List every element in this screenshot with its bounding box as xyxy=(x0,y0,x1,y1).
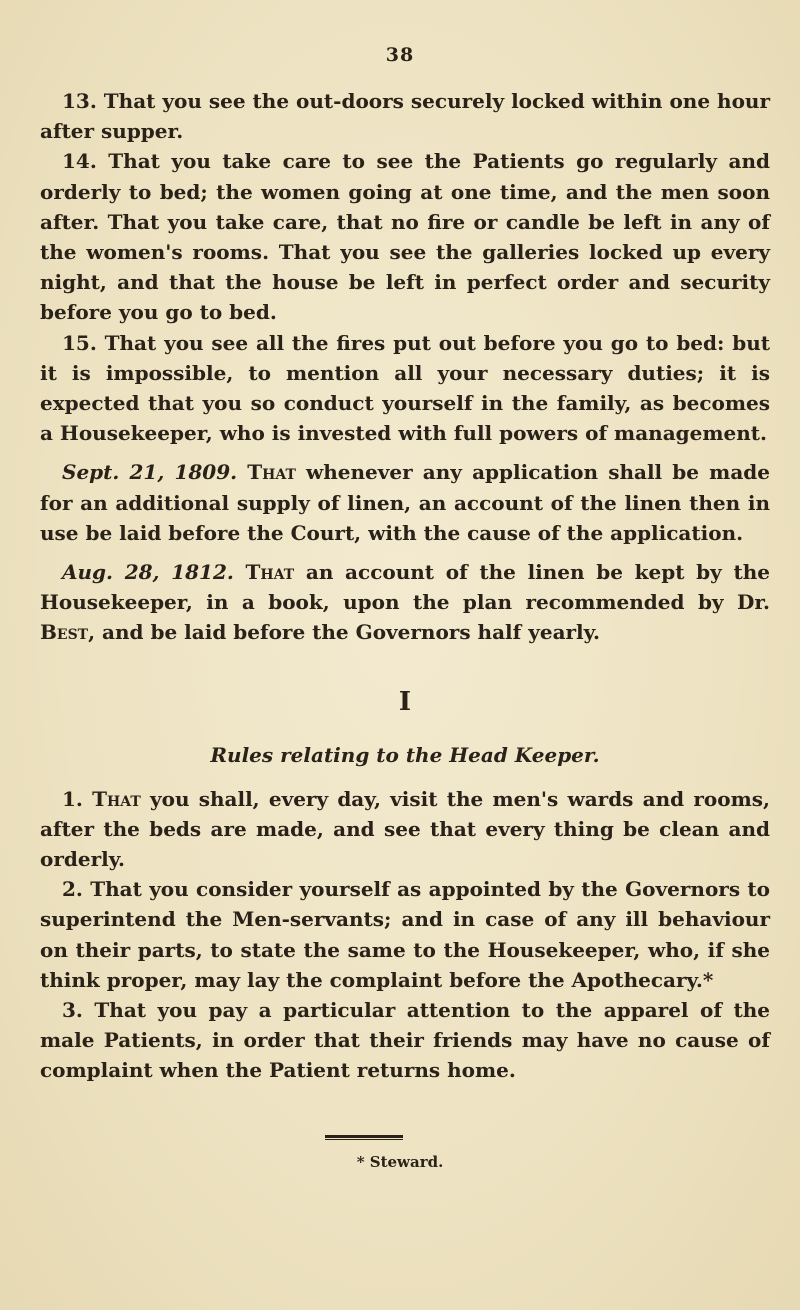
paragraph-15 xyxy=(40,328,770,449)
entry-person-name: Best, xyxy=(40,620,96,645)
section-heading: Rules relating to the Head Keeper. xyxy=(210,742,600,767)
entry-lead-word: That xyxy=(247,460,296,485)
entry-text-after: and be laid before the Governors half yearly. xyxy=(102,620,600,645)
paragraph-text: That you see the out-doors securely locked within one hour after supper. xyxy=(40,89,770,144)
rule-3 xyxy=(40,995,770,1086)
entry-text: whenever any application shall be made for an additional supply of linen, an account of the linen then in use be laid before the Court, with the cause of the application. xyxy=(40,460,770,545)
paragraph-number: 14. xyxy=(62,149,97,174)
rule-text: That you pay a particular attention to the apparel of the male Patients, in order that their friends may have no cause of complaint when the Patient returns home. xyxy=(40,998,770,1083)
rule-number: 1. xyxy=(62,786,83,811)
rule-number: 3. xyxy=(62,998,83,1023)
footnote: * Steward. xyxy=(356,1153,444,1171)
section-marker: I xyxy=(398,686,412,717)
entry-date: Sept. 21, 1809. xyxy=(62,460,238,485)
rule-2 xyxy=(40,874,770,995)
paragraph-text: That you take care to see the Patients go regularly and orderly to bed; the women going at one time, and the men soon after. That you take care, that no fire or candle be left in any of the women's rooms. That you see the galleries locked up every night, and that the house be left in perfect order and security before you go to bed. xyxy=(40,149,770,325)
rule-text: That you consider yourself as appointed by the Governors to superintend the Men-servants; and in case of any ill behaviour on their parts, to state the same to the Housekeeper, who, if she think proper, may lay the complaint before the Apothecary.* xyxy=(40,877,770,992)
dated-entry-1809 xyxy=(40,457,770,548)
entry-text: an account of the linen be kept by the Housekeeper, in a book, upon the plan recommended by Dr. xyxy=(40,560,770,615)
footnote-divider xyxy=(325,1135,403,1140)
rule-number: 2. xyxy=(62,877,83,902)
paragraph-14 xyxy=(40,146,770,327)
dated-entry-1812 xyxy=(40,557,770,648)
page-body xyxy=(40,86,770,1086)
rule-lead-word: That xyxy=(92,786,141,811)
paragraph-13 xyxy=(40,86,770,146)
entry-lead-word: That xyxy=(245,560,295,585)
rule-1 xyxy=(40,784,770,875)
paragraph-number: 13. xyxy=(62,89,97,113)
rule-text: you shall, every day, visit the men's wards and rooms, after the beds are made, and see that every thing be clean and orderly. xyxy=(40,786,770,872)
entry-date: Aug. 28, 1812. xyxy=(62,560,234,585)
page-number: 38 xyxy=(385,44,415,66)
paragraph-text: That you see all the fires put out before you go to bed: but it is impossible, to mention all your necessary duties; it is expected that you so conduct yourself in the family, as becomes a Housekeeper, who is invested with full powers of management. xyxy=(40,330,770,446)
paragraph-number: 15. xyxy=(62,330,97,355)
